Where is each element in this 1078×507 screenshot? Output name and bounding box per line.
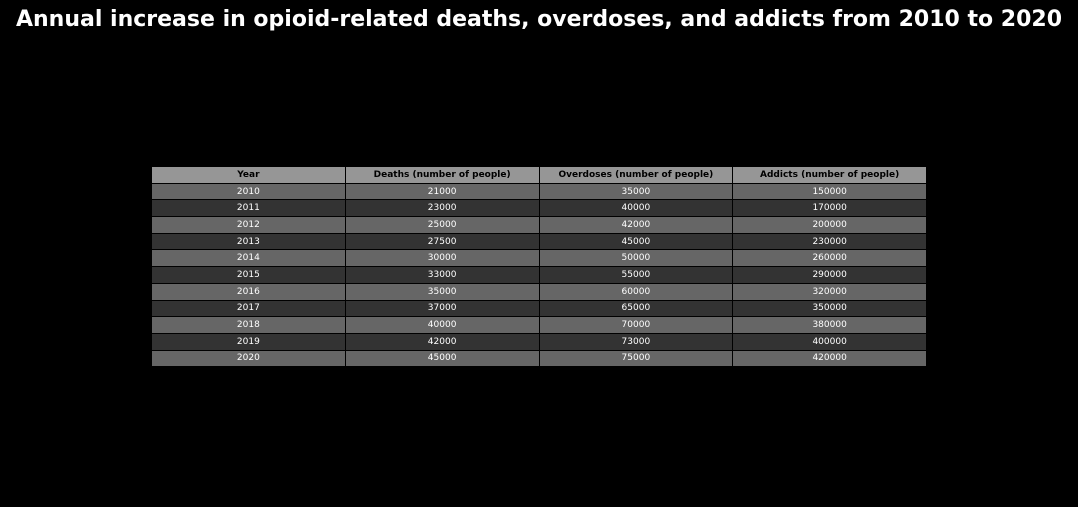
table-cell-deaths: 33000 xyxy=(345,267,539,284)
table-cell-year: 2016 xyxy=(152,283,346,300)
table-cell-addicts: 290000 xyxy=(733,267,927,284)
table-row xyxy=(152,267,927,284)
table-cell-deaths: 30000 xyxy=(345,250,539,267)
table-row xyxy=(152,217,927,234)
table-cell-year: 2010 xyxy=(152,183,346,200)
table-cell-deaths: 23000 xyxy=(345,200,539,217)
column-header-deaths: Deaths (number of people) xyxy=(345,167,539,184)
table-cell-addicts: 170000 xyxy=(733,200,927,217)
table-cell-deaths: 37000 xyxy=(345,300,539,317)
table-cell-overdoses: 42000 xyxy=(539,217,733,234)
chart-title: Annual increase in opioid-related deaths, overdoses, and addicts from 2010 to 2020 xyxy=(15,7,1063,32)
table-cell-addicts: 350000 xyxy=(733,300,927,317)
table-cell-overdoses: 35000 xyxy=(539,183,733,200)
table-cell-year: 2012 xyxy=(152,217,346,234)
data-table xyxy=(151,166,927,367)
table-cell-addicts: 380000 xyxy=(733,317,927,334)
table-cell-addicts: 200000 xyxy=(733,217,927,234)
table-header-row xyxy=(152,167,927,184)
table-row xyxy=(152,250,927,267)
column-header-overdoses: Overdoses (number of people) xyxy=(539,167,733,184)
table-cell-deaths: 45000 xyxy=(345,350,539,367)
table-row xyxy=(152,333,927,350)
table-cell-overdoses: 45000 xyxy=(539,233,733,250)
table-cell-year: 2015 xyxy=(152,267,346,284)
table-cell-overdoses: 40000 xyxy=(539,200,733,217)
table-cell-overdoses: 60000 xyxy=(539,283,733,300)
table-cell-overdoses: 70000 xyxy=(539,317,733,334)
table-cell-year: 2014 xyxy=(152,250,346,267)
table-row xyxy=(152,283,927,300)
table-cell-year: 2017 xyxy=(152,300,346,317)
table-cell-deaths: 25000 xyxy=(345,217,539,234)
table-cell-year: 2020 xyxy=(152,350,346,367)
column-header-year: Year xyxy=(152,167,346,184)
table-cell-addicts: 420000 xyxy=(733,350,927,367)
table-cell-deaths: 42000 xyxy=(345,333,539,350)
table-cell-overdoses: 75000 xyxy=(539,350,733,367)
table-row xyxy=(152,183,927,200)
table-cell-overdoses: 50000 xyxy=(539,250,733,267)
table-row xyxy=(152,233,927,250)
table-cell-addicts: 400000 xyxy=(733,333,927,350)
table-cell-year: 2018 xyxy=(152,317,346,334)
table-row xyxy=(152,317,927,334)
table-cell-overdoses: 55000 xyxy=(539,267,733,284)
table-cell-addicts: 320000 xyxy=(733,283,927,300)
table-cell-overdoses: 65000 xyxy=(539,300,733,317)
column-header-addicts: Addicts (number of people) xyxy=(733,167,927,184)
table-row xyxy=(152,350,927,367)
table-row xyxy=(152,200,927,217)
table-row xyxy=(152,300,927,317)
table-cell-overdoses: 73000 xyxy=(539,333,733,350)
table-cell-year: 2019 xyxy=(152,333,346,350)
table-cell-addicts: 230000 xyxy=(733,233,927,250)
table-cell-deaths: 35000 xyxy=(345,283,539,300)
table-cell-addicts: 150000 xyxy=(733,183,927,200)
table-cell-deaths: 21000 xyxy=(345,183,539,200)
table-cell-addicts: 260000 xyxy=(733,250,927,267)
table-cell-year: 2011 xyxy=(152,200,346,217)
table-cell-deaths: 40000 xyxy=(345,317,539,334)
table-body xyxy=(152,183,927,367)
table-cell-deaths: 27500 xyxy=(345,233,539,250)
table-cell-year: 2013 xyxy=(152,233,346,250)
